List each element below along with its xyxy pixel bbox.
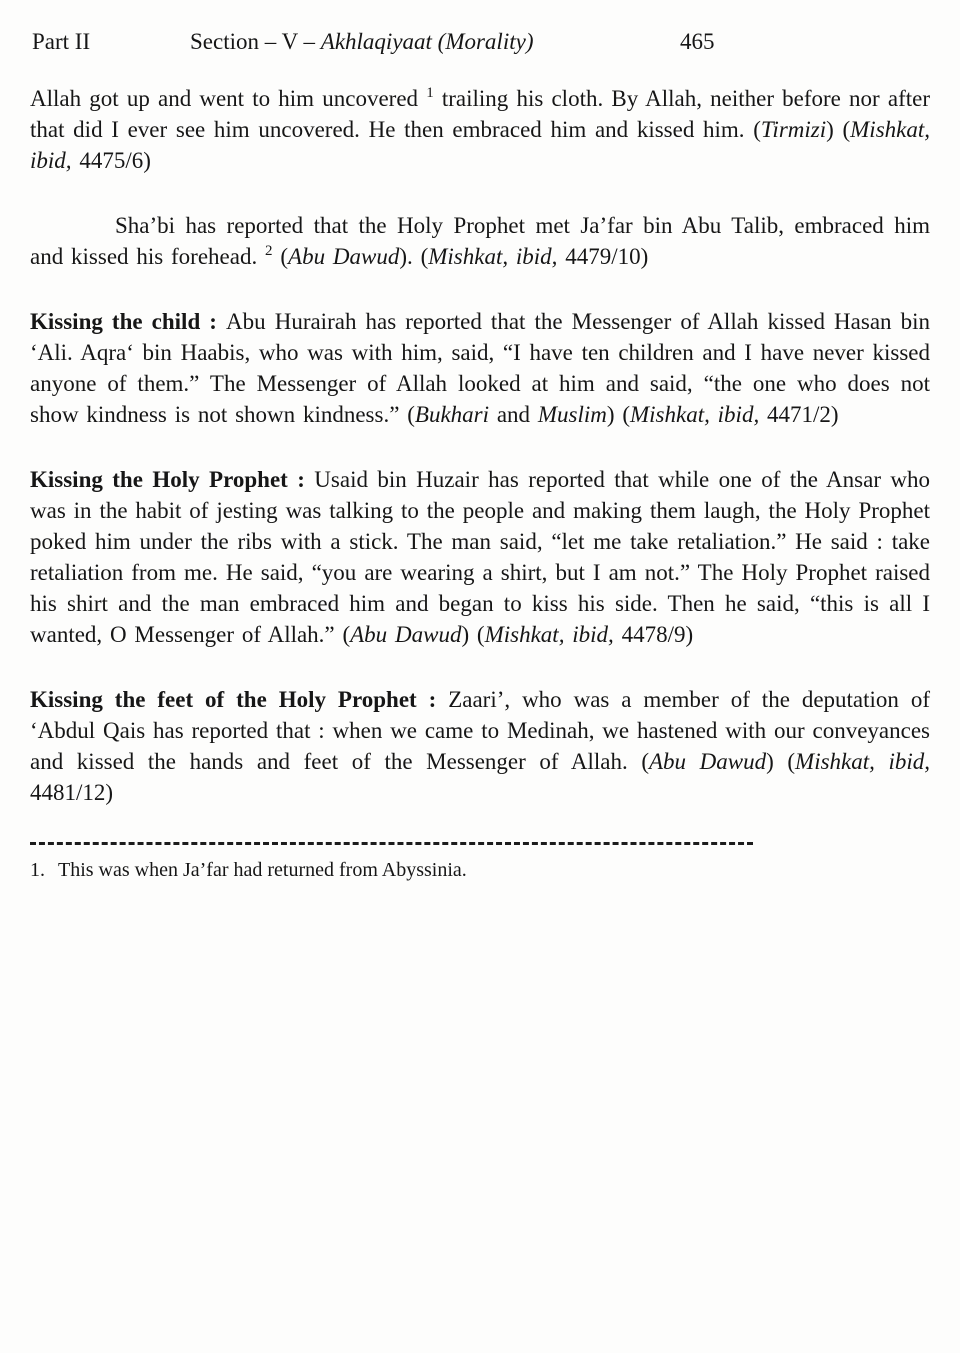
body-run: ( xyxy=(272,244,289,269)
body-run: ). ( xyxy=(399,244,429,269)
citation-text: Muslim xyxy=(537,402,607,427)
body-run: ) ( xyxy=(826,117,851,142)
body-run: 4475/6) xyxy=(71,148,151,173)
citation-text: Abu Dawud xyxy=(350,622,462,647)
paragraph-4 xyxy=(30,464,930,650)
citation-text: Mishkat, ibid, xyxy=(630,402,760,427)
citation-text: Mishkat, ibid, xyxy=(30,117,930,173)
citation-text: Abu Dawud xyxy=(288,244,400,269)
paragraph-5 xyxy=(30,684,930,808)
body-run: 4478/9) xyxy=(613,622,694,647)
body-run: Sha’bi has reported that the Holy Prophet met Ja’far bin Abu Talib, embraced him and kissed his forehead. xyxy=(30,213,930,269)
footnote-ref: 2 xyxy=(265,243,273,259)
paragraph-heading: Kissing the child : xyxy=(30,309,227,334)
body-run: 4479/10) xyxy=(557,244,649,269)
body-run: ) ( xyxy=(766,749,796,774)
body-run: and xyxy=(489,402,538,427)
page-header xyxy=(30,26,930,57)
body-run: 4481/12) xyxy=(30,780,114,805)
footnote-separator xyxy=(30,842,753,845)
body-text xyxy=(30,83,930,808)
paragraph-2 xyxy=(30,210,930,272)
footnote xyxy=(30,857,930,883)
body-run: Zaari’, who was a member of the deputation of ‘Abdul Qais has reported that : when we came to Medinah, we hastened with our conveyances and kissed the hands and feet of the Messenger of Allah. ( xyxy=(30,687,930,774)
body-run: Abu Hurairah has reported that the Messenger of Allah kissed Hasan bin ‘Ali. Aqra‘ bin Haabis, who was with him, said, “I have ten children and I have never kissed anyone of them.” The Messenger of Allah looked at him and said, “the one who does not show kindness is not shown kindness.” ( xyxy=(30,309,930,427)
page-number: 465 xyxy=(680,29,715,54)
footnote-ref: 1 xyxy=(426,85,434,101)
header-part-label: Part II xyxy=(32,29,91,54)
paragraph-heading: Kissing the Holy Prophet : xyxy=(30,467,315,492)
body-run: 4471/2) xyxy=(759,402,839,427)
body-run: ) ( xyxy=(606,402,630,427)
footnote-marker: 1. xyxy=(30,859,45,881)
body-run: trailing his cloth. By Allah, neither before nor after that did I ever see him uncovered. He then embraced him and kissed him. ( xyxy=(30,86,931,142)
citation-text: Mishkat, ibid, xyxy=(795,749,931,774)
header-section-prefix: Section – V – xyxy=(190,29,321,54)
header-section-title-italic: Akhlaqiyaat (Morality) xyxy=(320,29,534,54)
citation-text: Abu Dawud xyxy=(649,749,767,774)
citation-text: Tirmizi xyxy=(760,117,827,142)
body-run: ) ( xyxy=(461,622,485,647)
paragraph-1 xyxy=(30,83,930,176)
citation-text: Bukhari xyxy=(414,402,489,427)
header-section-title xyxy=(190,26,533,57)
body-run: Allah got up and went to him uncovered xyxy=(30,86,427,111)
paragraph-3 xyxy=(30,306,930,430)
paragraph-heading: Kissing the feet of the Holy Prophet : xyxy=(30,687,449,712)
citation-text: Mishkat, ibid, xyxy=(428,244,558,269)
citation-text: Mishkat, ibid, xyxy=(484,622,614,647)
body-run: Usaid bin Huzair has reported that while one of the Ansar who was in the habit of jesting was talking to the people and making them laugh, the Holy Prophet poked him under the ribs with a stick. The man said, “let me take retaliation.” He said : take retaliation from me. He said, “you are wearing a shirt, but I am not.” The Holy Prophet raised his shirt and the man embraced him and began to kiss his side. Then he said, “this is all I wanted, O Messenger of Allah.” ( xyxy=(30,467,930,647)
footnote-text: This was when Ja’far had returned from Abyssinia. xyxy=(58,859,467,881)
